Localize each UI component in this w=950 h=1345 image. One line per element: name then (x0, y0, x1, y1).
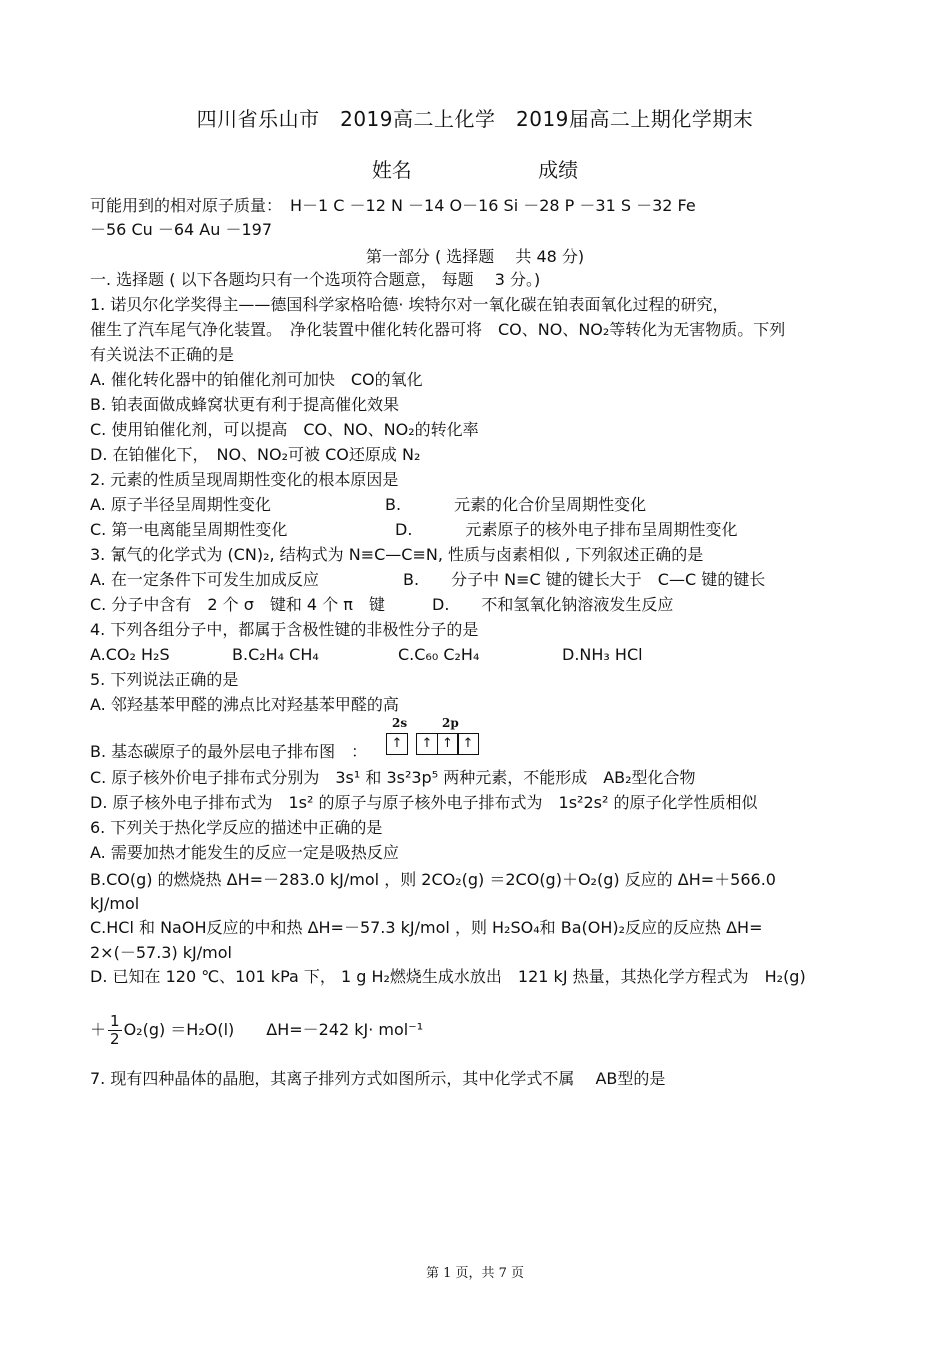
q4-option-c: C.C₆₀ C₂H₄ (398, 645, 480, 664)
q4-stem: 4. 下列各组分子中，都属于含极性键的非极性分子的是 (90, 620, 479, 639)
q1-option-d: D. 在铂催化下， NO、NO₂可被 CO还原成 N₂ (90, 445, 421, 464)
q1-option-c: C. 使用铂催化剂，可以提高 CO、NO、NO₂的转化率 (90, 420, 479, 439)
q4-option-b: B.C₂H₄ CH₄ (232, 645, 319, 664)
fraction-numerator: 1 (110, 1012, 120, 1030)
q6-d-plus: ＋ (90, 1020, 107, 1039)
up-arrow-icon: ↑ (421, 736, 433, 751)
atomic-mass-line-1: 可能用到的相对原子质量： H－1 C －12 N －14 O－16 Si －28 P －31 S －32 Fe (90, 196, 696, 215)
q6-option-a: A. 需要加热才能发生的反应一定是吸热反应 (90, 843, 399, 862)
q3-option-b: B. 分子中 N≡C 键的键长大于 C—C 键的键长 (403, 570, 766, 589)
name-score-row (0, 154, 950, 183)
up-arrow-icon: ↑ (462, 736, 474, 751)
orbital-box-2p-3 (457, 733, 479, 755)
q2-stem: 2. 元素的性质呈现周期性变化的根本原因是 (90, 470, 399, 489)
q1-stem-3: 有关说法不正确的是 (90, 345, 235, 364)
q3-option-c: C. 分子中含有 2 个 σ 键和 4 个 π 键 (90, 595, 385, 614)
orbital-box-2p-1 (416, 733, 438, 755)
q4-option-a: A.CO₂ H₂S (90, 645, 170, 664)
q6-option-b-2: kJ/mol (90, 894, 140, 913)
section1-heading: 一. 选择题 ( 以下各题均只有一个选项符合题意， 每题 3 分。) (90, 270, 541, 289)
q6-option-c-1: C.HCl 和 NaOH反应的中和热 ΔH=－57.3 kJ/mol ，则 H₂SO₄和 Ba(OH)₂反应的反应热 ΔH= (90, 918, 763, 937)
q1-option-a: A. 催化转化器中的铂催化剂可加快 CO的氧化 (90, 370, 423, 389)
up-arrow-icon: ↑ (442, 736, 453, 751)
q2-option-b: B. 元素的化合价呈周期性变化 (385, 495, 647, 514)
q4-option-d: D.NH₃ HCl (562, 645, 643, 664)
q1-stem-1: 1. 诺贝尔化学奖得主——德国科学家格哈德· 埃特尔对一氧化碳在铂表面氧化过程的研究， (90, 295, 729, 314)
q7-stem: 7. 现有四种晶体的晶胞，其离子排列方式如图所示，其中化学式不属 AB型的是 (90, 1069, 666, 1088)
q3-stem: 3. 氰气的化学式为 (CN)₂, 结构式为 N≡C—C≡N, 性质与卤素相似 , 下列叙述正确的是 (90, 545, 704, 564)
q2-option-d: D. 元素原子的核外电子排布呈周期性变化 (395, 520, 738, 539)
orbital-label-2s: 2s (392, 716, 408, 730)
q5-option-b: B. 基态碳原子的最外层电子排布图 ： (90, 742, 368, 761)
q5-option-c: C. 原子核外价电子排布式分别为 3s¹ 和 3s²3p⁵ 两种元素，不能形成 AB₂型化合物 (90, 768, 696, 787)
orbital-label-2p: 2p (442, 716, 459, 730)
orbital-box-2p-2 (437, 733, 459, 755)
orbital-diagram (386, 716, 486, 756)
q3-option-d: D. 不和氢氧化钠溶液发生反应 (432, 595, 674, 614)
fraction-one-half (108, 1013, 122, 1048)
q3-option-a: A. 在一定条件下可发生加成反应 (90, 570, 319, 589)
q1-stem-2: 催生了汽车尾气净化装置。 净化装置中催化转化器可将 CO、NO、NO₂等转化为无害物质。下列 (90, 320, 786, 339)
q6-option-d-2 (90, 1010, 423, 1050)
q5-stem: 5. 下列说法正确的是 (90, 670, 239, 689)
up-arrow-icon: ↑ (391, 736, 403, 751)
q2-option-c: C. 第一电离能呈周期性变化 (90, 520, 288, 539)
fraction-denominator: 2 (110, 1030, 120, 1048)
page-footer: 第 1 页，共 7 页 (425, 1266, 525, 1281)
q6-d-equation: O₂(g) ＝H₂O(l) ΔH=－242 kJ· mol⁻¹ (123, 1020, 424, 1039)
name-label: 姓名 (371, 158, 412, 182)
atomic-mass-line-2: －56 Cu －64 Au －197 (90, 220, 273, 239)
page-title: 四川省乐山市 2019高二上化学 2019届高二上期化学期末 (196, 107, 754, 131)
q6-option-b-1: B.CO(g) 的燃烧热 ΔH=－283.0 kJ/mol ，则 2CO₂(g) ＝2CO(g)＋O₂(g) 反应的 ΔH=＋566.0 (90, 870, 776, 889)
orbital-box-2s (386, 733, 408, 755)
q6-option-c-2: 2×(－57.3) kJ/mol (90, 943, 232, 962)
q1-option-b: B. 铂表面做成蜂窝状更有利于提高催化效果 (90, 395, 400, 414)
q2-option-a: A. 原子半径呈周期性变化 (90, 495, 271, 514)
q5-option-d: D. 原子核外电子排布式为 1s² 的原子与原子核外电子排布式为 1s²2s² 的原子化学性质相似 (90, 793, 758, 812)
score-label: 成绩 (538, 158, 579, 182)
q6-stem: 6. 下列关于热化学反应的描述中正确的是 (90, 818, 383, 837)
q6-option-d-1: D. 已知在 120 ℃、101 kPa 下， 1 g H₂燃烧生成水放出 121 kJ 热量，其热化学方程式为 H₂(g) (90, 967, 806, 986)
part1-heading: 第一部分 ( 选择题 共 48 分) (365, 247, 585, 266)
q5-option-a: A. 邻羟基苯甲醛的沸点比对羟基苯甲醛的高 (90, 695, 399, 714)
